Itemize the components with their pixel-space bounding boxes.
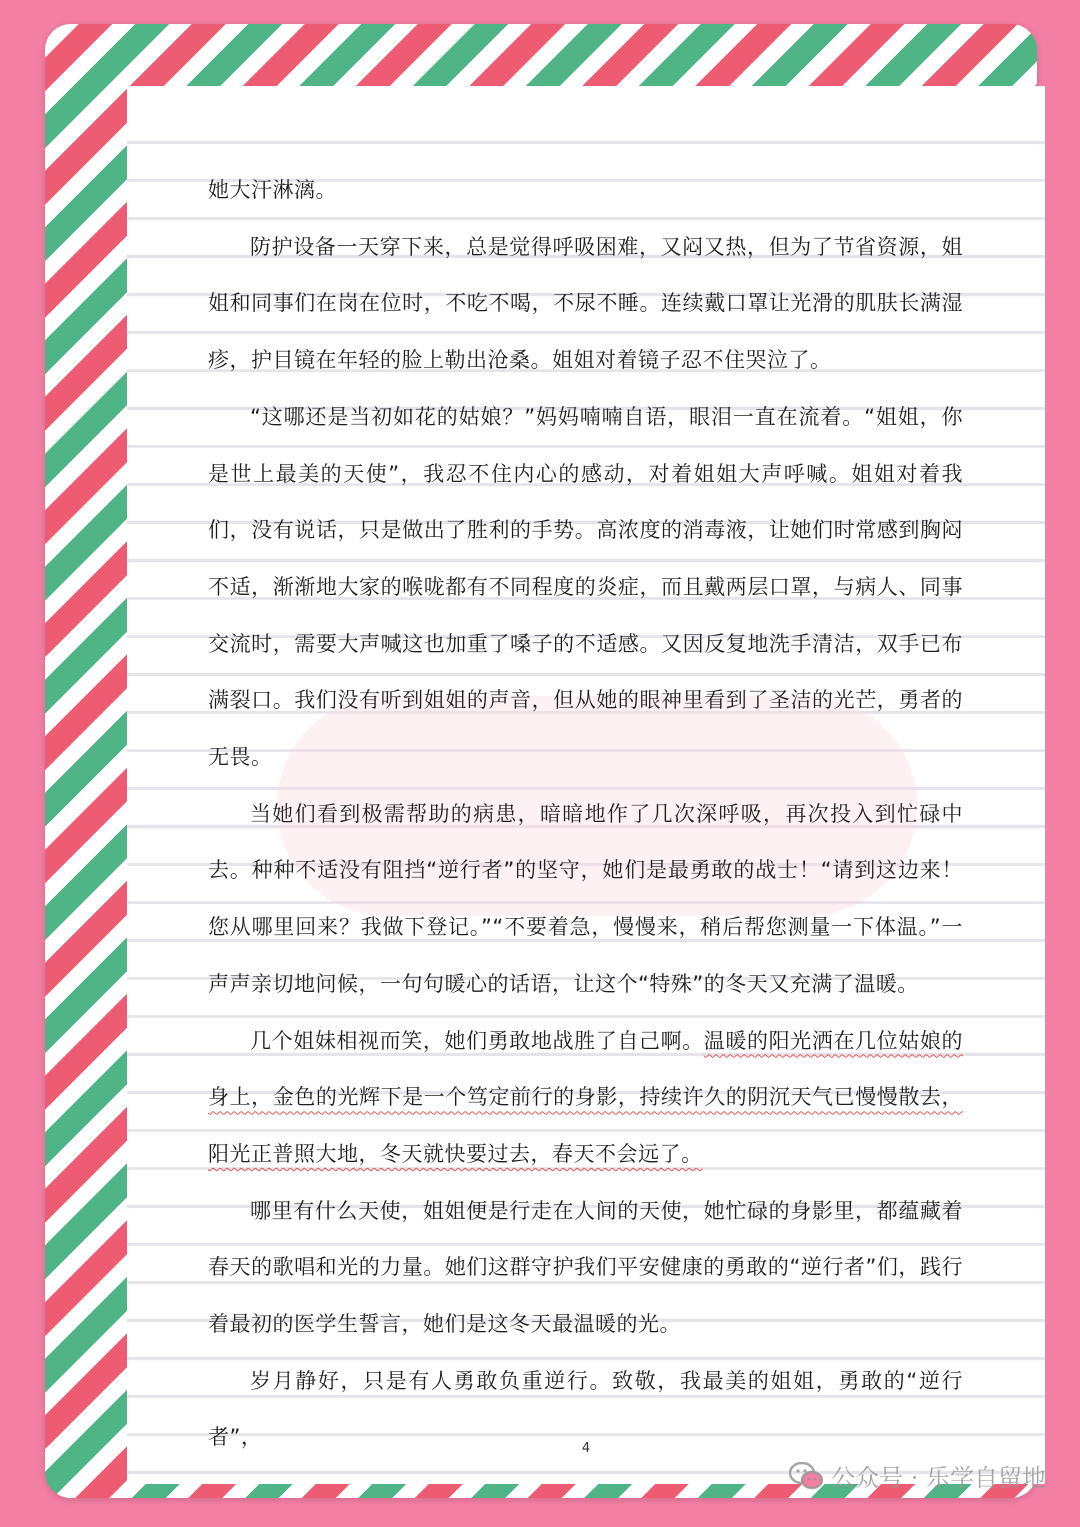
- paragraph-4: 当她们看到极需帮助的病患，暗暗地作了几次深呼吸，再次投入到忙碌中去。种种不适没有阻挡“逆行者”的坚守，她们是最勇敢的战士！“请到这边来！您从哪里回来？我做下登记。”“不要着急，慢慢来，稍后帮您测量一下体温。”一声声亲切地问候，一句句暖心的话语，让这个“特殊”的冬天又充满了温暖。: [208, 801, 963, 996]
- paragraph-5: [208, 1013, 963, 1183]
- paragraph-1: 她大汗淋漓。: [208, 178, 337, 202]
- paragraph-6: 哪里有什么天使，姐姐便是行走在人间的天使，她忙碌的身影里，都蕴藏着春天的歌唱和光的力量。她们这群守护我们平安健康的勇敢的“逆行者”们，践行着最初的医学生誓言，她们是这冬天最温暖的光。: [208, 1198, 963, 1337]
- airmail-border: [45, 24, 1037, 1498]
- paragraph-3: “这哪还是当初如花的姑娘？”妈妈喃喃自语，眼泪一直在流着。“姐姐，你是世上最美的天使”，我忍不住内心的感动，对着姐姐大声呼喊。姐姐对着我们，没有说话，只是做出了胜利的手势。高浓度的消毒液，让她们时常感到胸闷不适，渐渐地大家的喉咙都有不同程度的炎症，而且戴两层口罩，与病人、同事交流时，需要大声喊这也加重了嗓子的不适感。又因反复地洗手清洁，双手已布满裂口。我们没有听到姐姐的声音，但从她的眼神里看到了圣洁的光芒，勇者的无畏。: [208, 404, 963, 770]
- article-body: [208, 162, 963, 1466]
- brand-text: 公众号 · 乐学自留地: [831, 1464, 1046, 1492]
- paragraph-7: 岁月静好，只是有人勇敢负重逆行。致敬，我最美的姐姐，勇敢的“逆行者”，: [208, 1368, 963, 1450]
- paragraph-5-underlined: 温暖的阳光洒在几位姑娘的身上，金色的光辉下是一个笃定前行的身影，持续许久的阴沉天气已慢慢散去，阳光正普照大地，冬天就快要过去，春天不会远了。: [208, 1028, 963, 1166]
- wechat-icon: [789, 1461, 823, 1491]
- page-number: 4: [581, 1441, 591, 1456]
- paragraph-2: 防护设备一天穿下来，总是觉得呼吸困难，又闷又热，但为了节省资源，姐姐和同事们在岗在位时，不吃不喝，不尿不睡。连续戴口罩让光滑的肌肤长满湿疹，护目镜在年轻的脸上勒出沧桑。姐姐对着镜子忍不住哭泣了。: [208, 234, 963, 373]
- paragraph-5-plain: 几个姐妹相视而笑，她们勇敢地战胜了自己啊。: [250, 1028, 704, 1053]
- wechat-account-watermark: [789, 1458, 1046, 1493]
- lined-paper: [127, 86, 1045, 1484]
